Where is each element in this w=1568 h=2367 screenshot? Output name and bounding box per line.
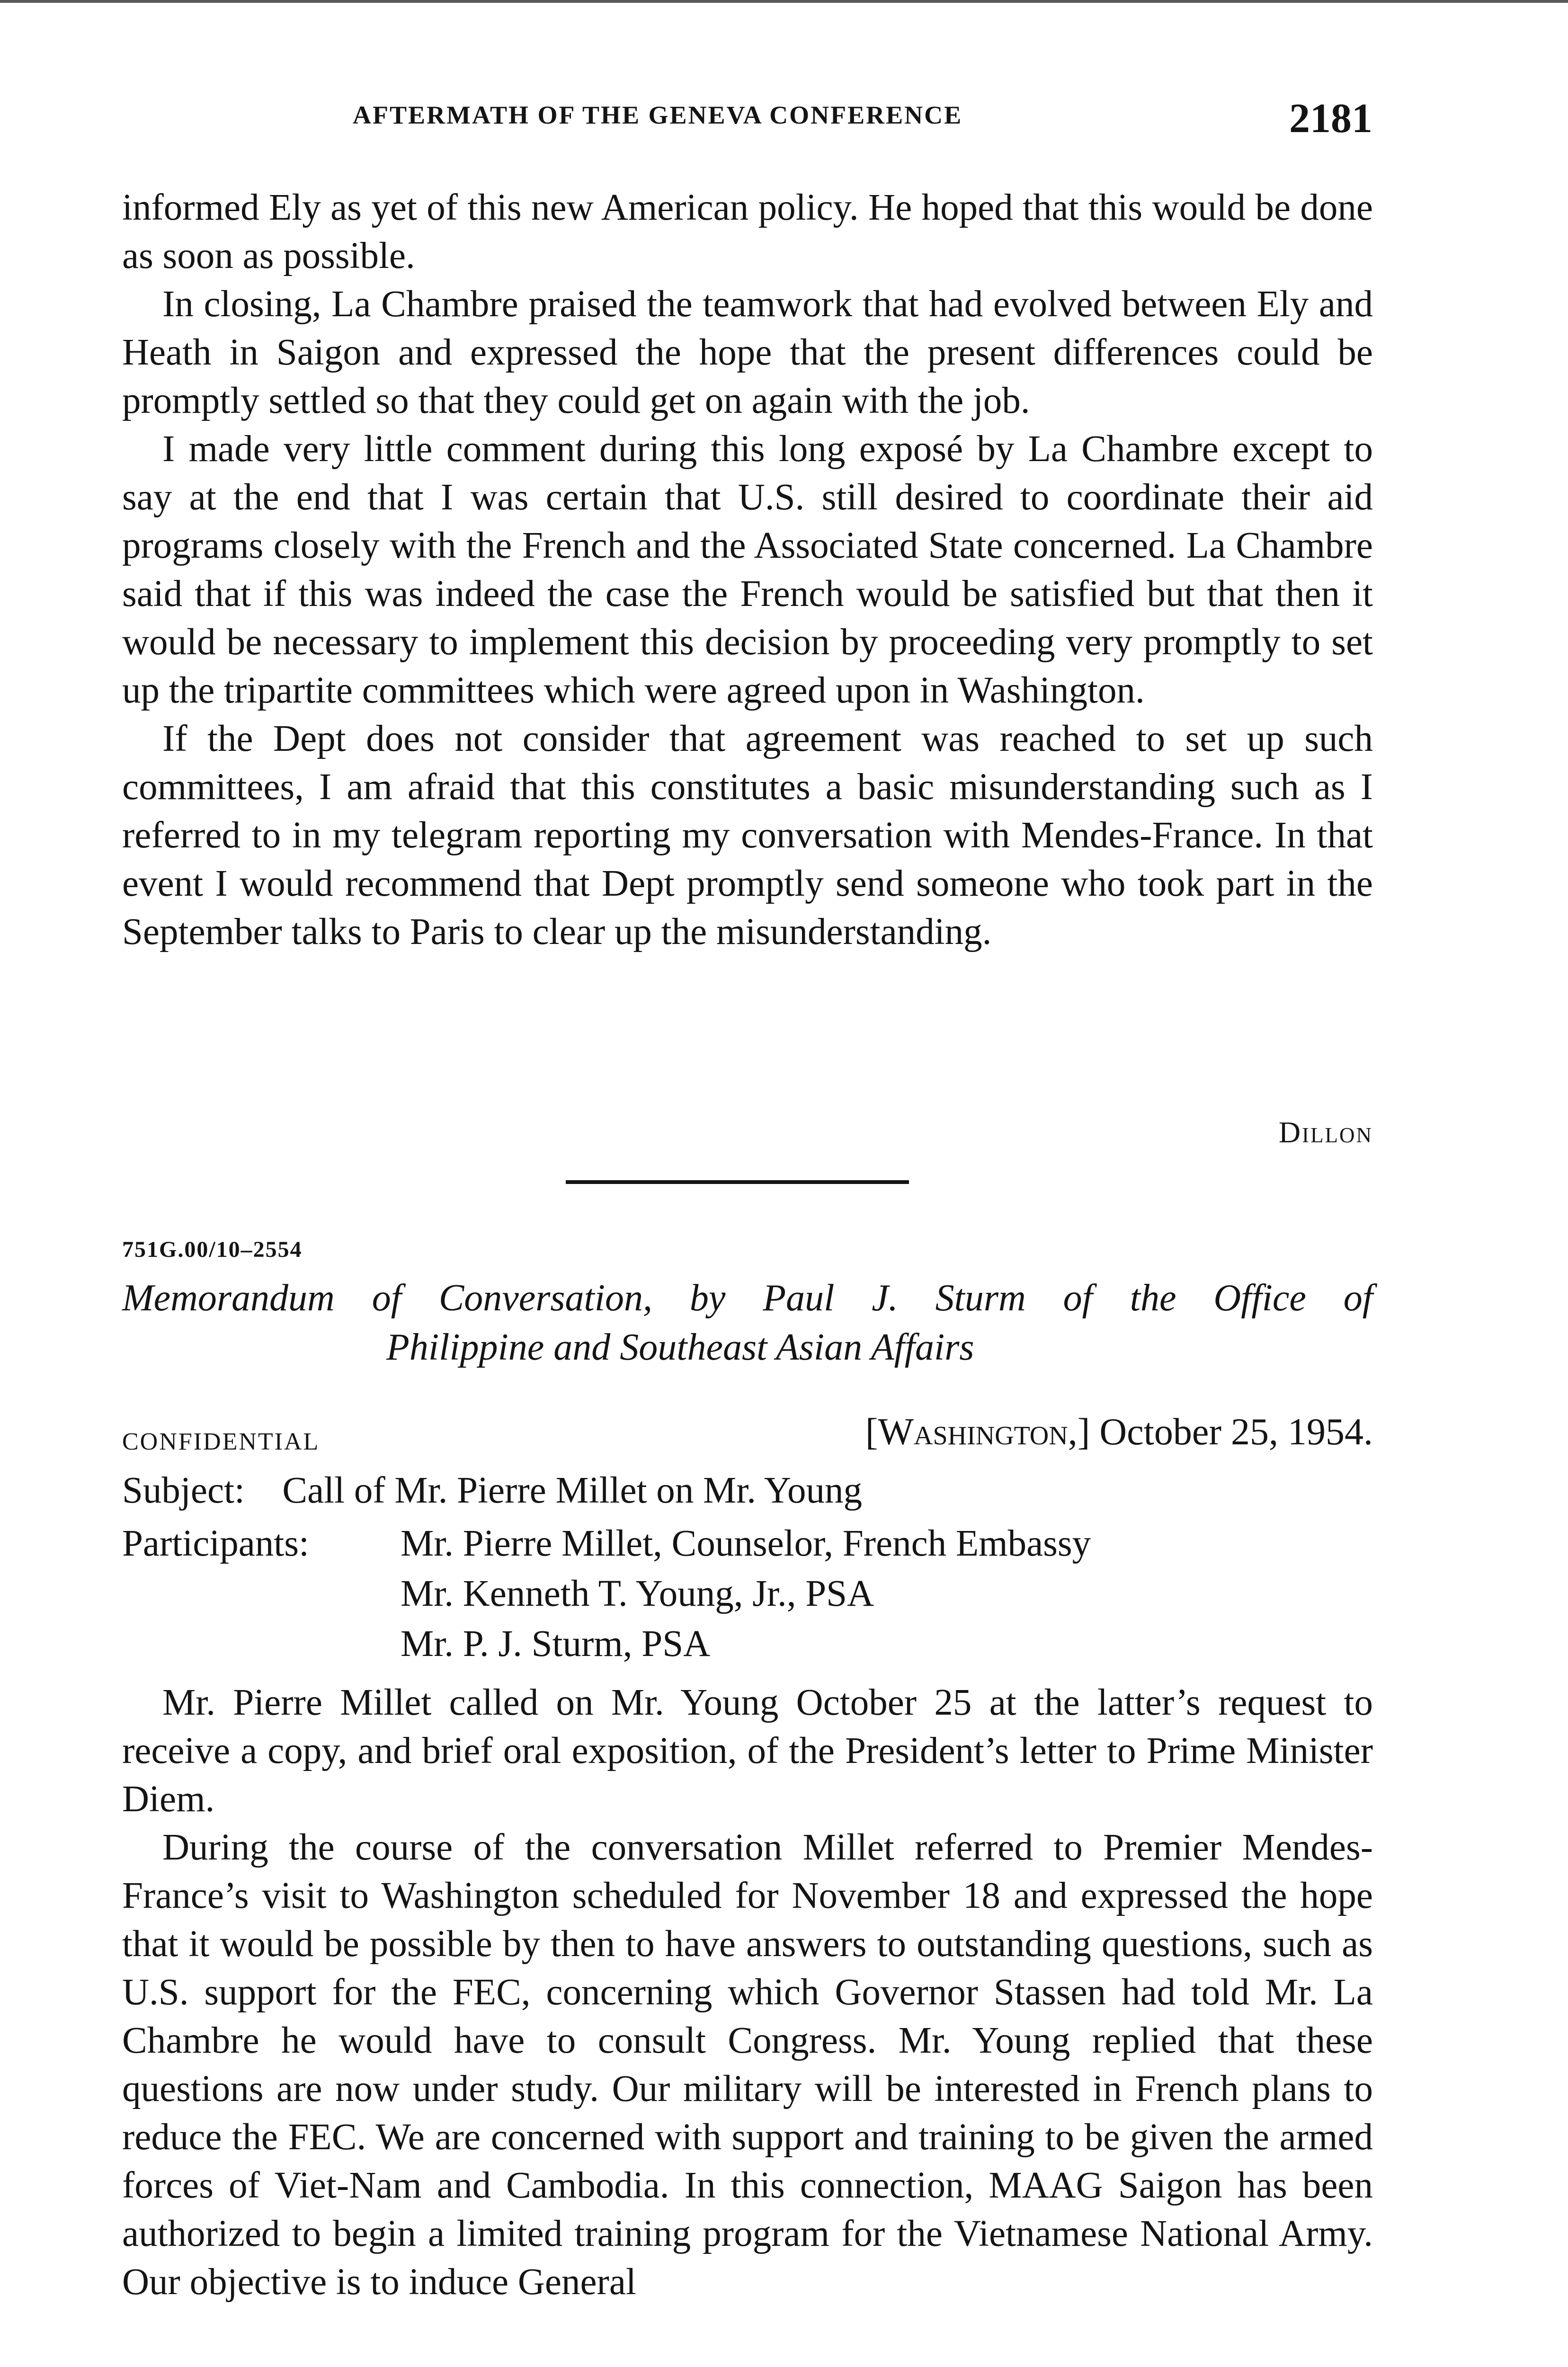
top-edge-rule — [0, 0, 1568, 3]
participants-label: Participants: — [122, 1523, 309, 1564]
paragraph: I made very little comment during this long exposé by La Chambre except to say at the end that I was certain that U.S. still desired to coordinate their aid programs closely with the French and the Associated State concerned. La Chambre said that if this was indeed the case the French would be satisfied but that then it would be necessary to implement this decision by proceeding very promptly to set up the tripartite committees which were agreed upon in Washington. — [122, 428, 1373, 711]
paragraph: Mr. Pierre Millet called on Mr. Young October 25 at the latter’s request to receive a copy, and brief oral exposition, of the President’s letter to Prime Minister Diem. — [122, 1682, 1373, 1820]
document-title-line1: Memorandum of Conversation, by Paul J. Sturm of the Office of — [122, 1277, 1373, 1319]
subject-value: Call of Mr. Pierre Millet on Mr. Young — [282, 1470, 862, 1511]
document-title-line2: Philippine and Southeast Asian Affairs — [386, 1326, 974, 1368]
file-reference: 751G.00/10–2554 — [122, 1237, 303, 1262]
classification-marking: CONFIDENTIAL — [122, 1428, 320, 1455]
section-divider — [566, 1180, 909, 1184]
running-head: AFTERMATH OF THE GENEVA CONFERENCE — [353, 101, 963, 129]
participants-list — [401, 1519, 1091, 1669]
subject-label: Subject: — [122, 1470, 245, 1511]
paragraph: informed Ely as yet of this new American policy. He hoped that this would be done as soon as possible. — [122, 187, 1373, 276]
participant: Mr. Pierre Millet, Counselor, French Embassy — [401, 1523, 1091, 1564]
dateline-place: [Washington,] — [865, 1411, 1090, 1453]
dateline-date: October 25, 1954. — [1099, 1411, 1373, 1453]
memorandum-body — [122, 1679, 1373, 2306]
document-title — [122, 1273, 1373, 1372]
signature: Dillon — [1278, 1115, 1373, 1149]
section1-body — [122, 184, 1373, 956]
paragraph: During the course of the conversation Millet referred to Premier Mendes-France’s visit to Washington scheduled for November 18 and expressed the hope that it would be possible by then to have answers to outstanding questions, such as U.S. support for the FEC, concerning which Governor Stassen had told Mr. La Chambre he would have to consult Congress. Mr. Young replied that these questions are now under study. Our military will be interested in French plans to reduce the FEC. We are concerned with support and training to be given the armed forces of Viet-Nam and Cambodia. In this connection, MAAG Saigon has been authorized to begin a limited training program for the Vietnamese National Army. Our objective is to induce General — [122, 1827, 1373, 2303]
participant: Mr. P. J. Sturm, PSA — [401, 1623, 711, 1664]
dateline — [865, 1411, 1373, 1454]
participant: Mr. Kenneth T. Young, Jr., PSA — [401, 1573, 874, 1614]
paragraph: In closing, La Chambre praised the teamwork that had evolved between Ely and Heath in Saigon and expressed the hope that the present differences could be promptly settled so that they could get on again with the job. — [122, 284, 1373, 421]
subject-line — [122, 1467, 862, 1515]
paragraph: If the Dept does not consider that agreement was reached to set up such committees, I am afraid that this constitutes a basic misunderstanding such as I referred to in my telegram reporting my conversation with Mendes-France. In that event I would recommend that Dept promptly send someone who took part in the September talks to Paris to clear up the misunderstanding. — [122, 718, 1373, 952]
page-number: 2181 — [1289, 96, 1372, 142]
